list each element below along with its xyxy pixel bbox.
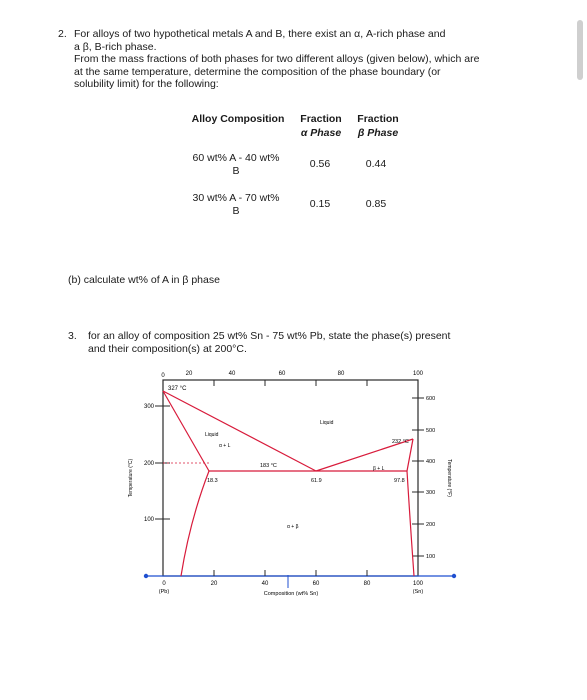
row1-beta-fraction: 0.44 <box>365 158 387 170</box>
right-tick-300: 300 <box>426 490 436 496</box>
question-2-number: 2. <box>58 28 67 40</box>
comp-97-8-label: 97.8 <box>394 478 405 484</box>
row2-alpha-fraction: 0.15 <box>309 198 331 210</box>
bottom-tick-40: 40 <box>261 581 269 587</box>
header-fraction-alpha: Fraction <box>300 113 342 125</box>
temp-327-label: 327 °C <box>168 386 187 392</box>
row2-beta-fraction: 0.85 <box>365 198 387 210</box>
q3-line-1: for an alloy of composition 25 wt% Sn - 75 wt% Pb, state the phase(s) present <box>88 330 451 342</box>
bottom-ticks <box>214 570 367 576</box>
x-axis-label: Composition (wt% Sn) <box>263 591 319 597</box>
blue-marker-left <box>144 574 148 578</box>
header-alpha-phase: α Phase <box>300 127 342 139</box>
bottom-end-pb: (Pb) <box>158 589 170 595</box>
blue-marker-right <box>452 574 456 578</box>
row2-alloy-line2: B <box>232 205 240 217</box>
right-tick-600: 600 <box>426 396 436 402</box>
right-tick-400: 400 <box>426 459 436 465</box>
right-tick-100: 100 <box>426 554 436 560</box>
bottom-tick-0: 0 <box>162 581 166 587</box>
left-tick-200: 200 <box>143 461 154 467</box>
top-tick-60: 60 <box>278 371 286 377</box>
left-tick-100: 100 <box>143 517 154 523</box>
q2-line-2: a β, B-rich phase. <box>74 40 157 53</box>
right-tick-500: 500 <box>426 428 436 434</box>
header-beta-phase: β Phase <box>357 127 399 139</box>
row2-alloy-line1: 30 wt% A - 70 wt% <box>192 192 280 204</box>
top-tick-20: 20 <box>185 371 193 377</box>
row1-alloy-line2: B <box>232 165 240 177</box>
bottom-tick-20: 20 <box>210 581 218 587</box>
region-alpha-l: α + L <box>219 443 231 449</box>
row1-alpha-fraction: 0.56 <box>309 158 331 170</box>
bottom-tick-100: 100 <box>412 581 424 587</box>
header-fraction-beta: Fraction <box>357 113 399 125</box>
part-b-prompt: (b) calculate wt% of A in β phase <box>68 274 220 286</box>
temp-183-label: 183 °C <box>260 463 277 469</box>
bottom-end-sn: (Sn) <box>412 589 424 595</box>
comp-61-9-label: 61.9 <box>311 478 322 484</box>
phase-boundaries <box>163 391 414 576</box>
comp-18-3-label: 18.3 <box>207 478 218 484</box>
left-axis-label: Temperature (°C) <box>128 458 134 498</box>
q2-line-1: For alloys of two hypothetical metals A and B, there exist an α, A-rich phase and <box>74 28 446 40</box>
bottom-tick-60: 60 <box>312 581 320 587</box>
temp-232-label: 232 °C <box>392 439 409 445</box>
bottom-tick-80: 80 <box>363 581 371 587</box>
q3-line-2: and their composition(s) at 200°C. <box>88 342 247 355</box>
region-liquid-left: Liquid <box>205 432 219 438</box>
header-alloy-composition: Alloy Composition <box>191 113 285 125</box>
q2-line-3: From the mass fractions of both phases for two different alloys (given below), which are <box>74 53 480 65</box>
top-tick-100: 100 <box>412 371 424 377</box>
q2-line-4: at the same temperature, determine the composition of the phase boundary (or <box>74 65 441 78</box>
q2-line-5: solubility limit) for the following: <box>74 78 219 90</box>
top-ticks <box>163 380 418 386</box>
region-liquid-top: Liquid <box>320 420 334 426</box>
top-tick-40: 40 <box>228 371 236 377</box>
right-tick-200: 200 <box>426 522 436 528</box>
top-tick-80: 80 <box>337 371 345 377</box>
right-axis-label: Temperature (°F) <box>446 459 452 497</box>
region-beta-l: β + L <box>373 466 385 472</box>
left-tick-300: 300 <box>143 404 154 410</box>
region-alpha-beta: α + β <box>287 524 299 530</box>
question-3-number: 3. <box>68 330 77 342</box>
diagram-frame <box>163 380 418 576</box>
row1-alloy-line1: 60 wt% A - 40 wt% <box>192 152 280 164</box>
top-tick-0: 0 <box>161 373 165 379</box>
